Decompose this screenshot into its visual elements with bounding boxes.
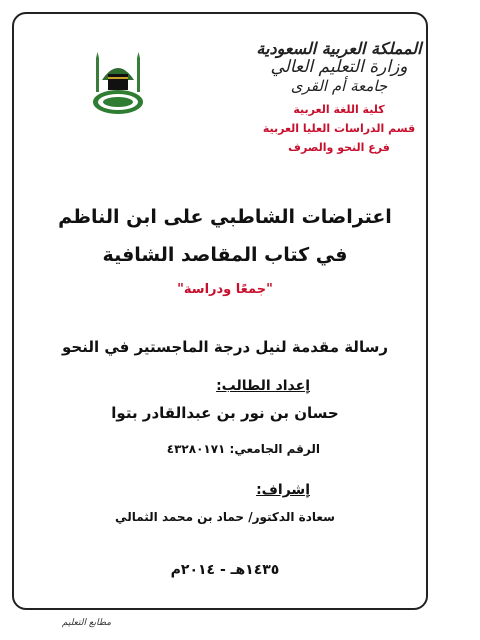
supervisor-name: سعادة الدكتور/ حماد بن محمد الثمالي [115,510,335,524]
college-name: كلية اللغة العربية [293,103,385,117]
supervision-label: إشراف: [256,482,310,498]
thesis-title-line2: في كتاب المقاصد الشافية [102,244,348,266]
submission-date: ١٤٣٥هـ - ٢٠١٤م [170,562,280,578]
branch-name: فرع النحو والصرف [288,140,390,154]
thesis-title-line3: "جمعًا ودراسة" [177,282,273,297]
department-name: قسم الدراسات العليا العربية [262,121,416,135]
kingdom-name: المملكة العربية السعودية [256,39,422,58]
student-id: الرقم الجامعي: ٤٣٢٨٠١٧١ [166,442,320,456]
press-stamp: مطابع التعليم [62,618,112,628]
institution-header [244,40,434,157]
university-logo [90,50,146,120]
thesis-statement: رسالة مقدمة لنيل درجة الماجستير في النحو [62,338,388,356]
student-name: حسان بن نور بن عبدالقادر بتوا [111,404,339,422]
university-name: جامعة أم القرى [290,76,388,95]
preparation-label: إعداد الطالب: [216,378,310,394]
margin-print-mark [436,190,450,490]
ministry-name: وزارة التعليم العالي [270,57,408,78]
thesis-title-line1: اعتراضات الشاطبي على ابن الناظم [58,206,392,228]
margin-print-number [456,470,466,590]
